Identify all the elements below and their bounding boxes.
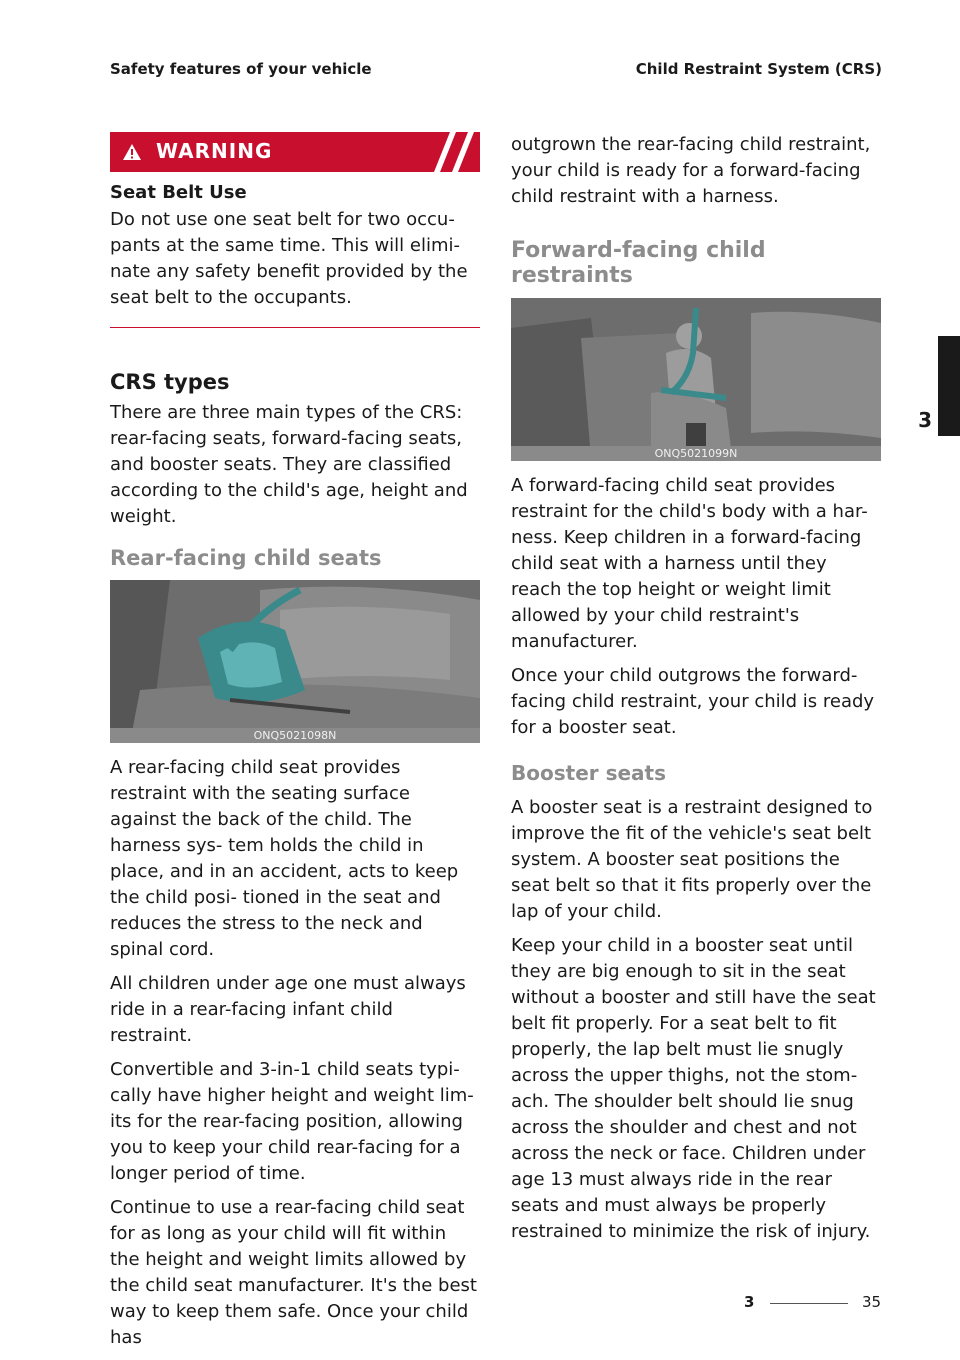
footer-chapter-number: 3 bbox=[744, 1293, 755, 1311]
continued-paragraph: outgrown the rear-facing child restraint, your child is ready for a forward-facing child restraint with a harness. bbox=[511, 134, 871, 207]
chapter-tab bbox=[938, 336, 960, 436]
crs-types-body: There are three main types of the CRS: rear-facing seats, forward-facing seats, and booster seats. They are classified according to the child's age, height and weight. bbox=[110, 402, 468, 527]
forward-facing-heading: Forward-facing child restraints bbox=[511, 238, 766, 288]
chapter-tab-number: 3 bbox=[918, 408, 932, 432]
rear-facing-figure-code: ONQ5021098N bbox=[110, 728, 480, 743]
warning-body: Do not use one seat belt for two occu- pants at the same time. This will elimi- nate any safety benefit provided by the seat belt to the occupants. bbox=[110, 207, 480, 328]
warning-banner bbox=[110, 132, 480, 172]
warning-label: WARNING bbox=[156, 139, 273, 163]
running-header-topic: Child Restraint System (CRS) bbox=[635, 60, 882, 78]
running-header-section: Safety features of your vehicle bbox=[110, 60, 372, 78]
booster-paragraph-2: Keep your child in a booster seat until they are big enough to sit in the seat without a booster and still have the seat belt fit properly. For a seat belt to fit properly, the lap belt must lie snugly across the upper thighs, not the stom- ach. The shoulder belt should lie snug across the shoulder and chest and not across the neck or face. Children under age 13 must always ride in the rear seats and must always be properly restrained to minimize the risk of injury. bbox=[511, 935, 876, 1242]
forward-facing-figure-code: ONQ5021099N bbox=[511, 446, 881, 461]
forward-facing-seat-illustration bbox=[511, 298, 881, 461]
warning-title: Seat Belt Use bbox=[110, 182, 247, 203]
booster-paragraph-1: A booster seat is a restraint designed to improve the fit of the vehicle's seat belt system. A booster seat positions the seat belt so that it fits properly over the lap of your child. bbox=[511, 797, 873, 922]
rear-facing-paragraph-1: A rear-facing child seat provides restraint with the seating surface against the back of the child. The harness sys- tem holds the child in place, and in an accident, acts to keep the child posi- tioned in the seat and reduces the stress to the neck and spinal cord. bbox=[110, 757, 459, 960]
right-column bbox=[511, 132, 881, 1253]
footer-page-number: 35 bbox=[862, 1293, 882, 1311]
rear-facing-seat-illustration bbox=[110, 580, 480, 743]
footer-divider bbox=[770, 1303, 848, 1304]
warning-stripes-icon bbox=[400, 132, 480, 172]
forward-facing-paragraph-1: A forward-facing child seat provides restraint for the child's body with a har- ness. Keep children in a forward-facing child seat with a harness until they reach the top height or weight limit allowed by your child restraint's manufacturer. bbox=[511, 475, 868, 652]
rear-facing-paragraph-3: Convertible and 3-in-1 child seats typi- cally have higher height and weight lim- its for the rear-facing position, allowing you to keep your child rear-facing for a longer period of time. bbox=[110, 1059, 474, 1184]
rear-facing-heading: Rear-facing child seats bbox=[110, 546, 382, 570]
booster-seats-heading: Booster seats bbox=[511, 761, 667, 785]
warning-triangle-icon bbox=[122, 142, 142, 162]
forward-facing-paragraph-2: Once your child outgrows the forward- facing child restraint, your child is ready for a booster seat. bbox=[511, 665, 875, 738]
left-column bbox=[110, 132, 480, 1359]
crs-types-heading: CRS types bbox=[110, 370, 230, 394]
rear-facing-paragraph-2: All children under age one must always ride in a rear-facing infant child restraint. bbox=[110, 973, 466, 1046]
rear-facing-paragraph-4: Continue to use a rear-facing child seat for as long as your child will fit within the height and weight limits allowed by the child seat manufacturer. It's the best way to keep them safe. Once your child has bbox=[110, 1197, 477, 1348]
